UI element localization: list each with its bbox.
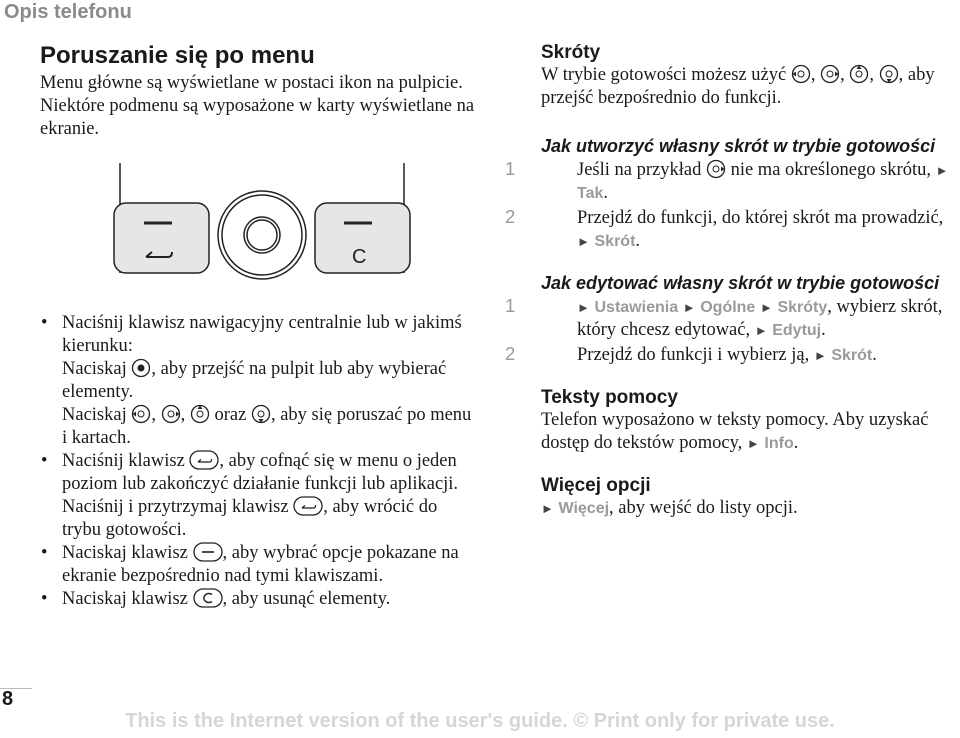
arrow-icon: ► — [541, 501, 554, 516]
shortcuts-text-part: , — [810, 65, 816, 85]
help-texts-heading: Teksty pomocy — [541, 387, 678, 408]
step-1 — [505, 157, 956, 205]
nav-left-icon — [131, 404, 151, 424]
menu-option-edytuj: Edytuj — [772, 322, 822, 339]
menu-option-ustawienia: Ustawienia — [594, 299, 679, 316]
nav-up-icon — [849, 64, 869, 84]
bullet-back — [40, 450, 480, 542]
edit-shortcut-heading: Jak edytować własny skrót w trybie gotowości — [541, 273, 940, 293]
nav-text: Naciskaj — [62, 359, 127, 379]
clear-text: Naciskaj klawisz — [62, 589, 188, 609]
back-hold-text: Naciśnij i przytrzymaj klawisz — [62, 497, 289, 517]
step-text: Przejdź do funkcji i wybierz ją, — [577, 345, 810, 365]
menu-option-wiecej: Więcej — [558, 500, 610, 517]
footer-note: This is the Internet version of the user's guide. © Print only for private use. — [125, 710, 835, 732]
more-options-text-part: , aby wejść do listy opcji. — [609, 498, 798, 518]
nav-text: , — [180, 405, 186, 425]
more-options-text — [541, 497, 956, 520]
clear-key-icon — [193, 588, 223, 608]
create-shortcut-heading: Jak utworzyć własny skrót w trybie gotowości — [541, 136, 936, 156]
shortcuts-heading: Skróty — [541, 42, 601, 63]
step-number: 1 — [505, 295, 516, 316]
nav-text: , aby przejść na pulpit lub aby wybierać elementy. — [62, 359, 447, 402]
nav-up-icon — [190, 404, 210, 424]
nav-right-icon — [706, 159, 726, 179]
back-key-icon — [293, 496, 323, 516]
edit-shortcut-section — [505, 273, 956, 367]
nav-down-icon — [879, 64, 899, 84]
nav-text: oraz — [214, 405, 247, 425]
shortcuts-text — [541, 64, 956, 110]
shortcuts-text-part: , — [840, 65, 845, 85]
period: . — [635, 231, 641, 251]
step-text: Jeśli na przykład — [577, 160, 702, 180]
period: . — [872, 345, 877, 365]
arrow-icon: ► — [754, 323, 768, 338]
nav-right-icon — [161, 404, 181, 424]
shortcuts-section — [541, 42, 956, 110]
c-key-label: C — [352, 246, 367, 268]
nav-right-icon — [820, 64, 840, 84]
step-text: nie ma określonego skrótu, — [730, 160, 931, 180]
step-number: 1 — [505, 158, 516, 179]
menu-option-skroty: Skróty — [777, 299, 828, 316]
step-text: Przejdź do funkcji, do której skrót ma prowadzić, — [577, 208, 944, 228]
create-shortcut-section — [505, 136, 956, 253]
back-text: , aby cofnąć się w menu o jeden poziom lub zakończyć działanie funkcji lub aplikacji. — [62, 451, 459, 494]
right-column — [505, 42, 956, 520]
shortcuts-text-part: , — [869, 65, 874, 85]
step-2 — [505, 205, 956, 253]
bullet-nav — [40, 312, 480, 450]
selection-key-icon — [193, 542, 223, 562]
selection-text: , aby wybrać opcje pokazane na ekranie bezpośrednio nad tymi klawiszami. — [62, 543, 459, 586]
period: . — [603, 183, 609, 203]
step-number: 2 — [505, 343, 516, 364]
menu-option-info: Info — [764, 435, 794, 452]
menu-option-tak: Tak — [577, 185, 604, 202]
left-column — [40, 42, 480, 611]
arrow-icon: ► — [682, 300, 696, 315]
period: . — [821, 320, 826, 340]
help-texts-section — [541, 387, 956, 455]
arrow-icon: ► — [577, 300, 590, 315]
arrow-icon: ► — [759, 300, 773, 315]
back-text: Naciśnij klawisz — [62, 451, 185, 471]
step-1 — [505, 294, 956, 342]
page-title: Poruszanie się po menu — [40, 42, 315, 69]
bullet-selection — [40, 542, 480, 588]
nav-down-icon — [251, 404, 271, 424]
help-text: Telefon wyposażono w teksty pomocy. Aby uzyskać dostęp do tekstów pomocy, — [541, 410, 929, 453]
period: . — [793, 433, 799, 453]
menu-option-ogolne: Ogólne — [700, 299, 756, 316]
more-options-heading: Więcej opcji — [541, 475, 651, 496]
arrow-icon: ► — [813, 348, 827, 363]
menu-option-skrot: Skrót — [594, 233, 636, 250]
menu-option-skrot: Skrót — [831, 347, 873, 364]
clear-text: , aby usunąć elementy. — [222, 589, 391, 609]
more-options-section — [541, 475, 956, 520]
phone-keypad-illustration — [112, 163, 412, 283]
arrow-icon: ► — [577, 234, 590, 249]
bullet-nav-intro: Naciśnij klawisz nawigacyjny centralnie lub w jakimś kierunku: — [62, 313, 462, 356]
nav-text: Naciskaj — [62, 405, 127, 425]
nav-left-icon — [791, 64, 811, 84]
step-text: , wybierz skrót, który chcesz edytować, — [577, 297, 943, 340]
section-title: Opis telefonu — [4, 1, 132, 23]
shortcuts-text-part: , aby przejść bezpośrednio do funkcji. — [541, 65, 935, 108]
intro-text: Menu główne są wyświetlane w postaci ikon na pulpicie. Niektóre podmenu są wyposażone w karty wyświetlane na ekranie. — [40, 73, 475, 139]
bullet-clear — [40, 588, 480, 611]
shortcuts-text-part: W trybie gotowości możesz użyć — [541, 65, 787, 85]
back-key-icon — [189, 450, 219, 470]
help-texts-text — [541, 409, 956, 455]
step-number: 2 — [505, 206, 516, 227]
arrow-icon: ► — [935, 163, 949, 178]
step-2 — [505, 342, 956, 367]
arrow-icon: ► — [746, 436, 760, 451]
nav-text: , aby się poruszać po menu i kartach. — [62, 405, 472, 448]
nav-center-icon — [131, 358, 151, 378]
page-number: 8 — [2, 688, 14, 710]
back-hold-text: , aby wrócić do trybu gotowości. — [62, 497, 438, 540]
nav-text: , — [151, 405, 156, 425]
selection-text: Naciskaj klawisz — [62, 543, 188, 563]
